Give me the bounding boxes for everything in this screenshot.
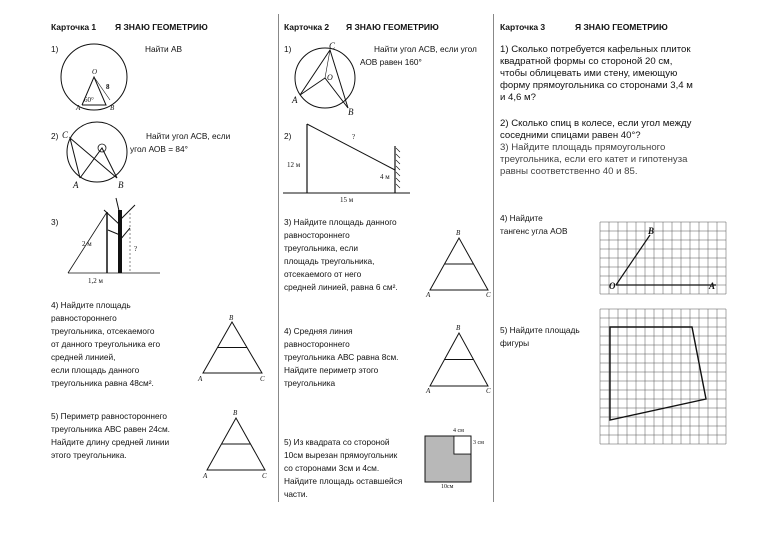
card1-task5-line-0: 5) Периметр равностороннего <box>51 411 168 421</box>
card1-task3-q: ? <box>134 245 138 253</box>
card2-header: Карточка 2 <box>284 22 330 32</box>
card2-task1-C: C <box>329 41 336 51</box>
card3-subtitle: Я ЗНАЮ ГЕОМЕТРИЮ <box>575 22 668 32</box>
card1-task1-side: 8 <box>106 83 110 91</box>
card1-task4-line-0: 4) Найдите площадь <box>51 300 131 310</box>
card3-task2-line-1: соседними спицами равен 40°? <box>500 130 641 141</box>
card1-task3-pole: 2 м <box>82 240 92 248</box>
card2-task5-bottom: 10см <box>441 484 454 490</box>
figure-shape <box>610 327 706 420</box>
card1-task1-A: A <box>76 104 81 112</box>
card2-task4-B: B <box>456 324 461 332</box>
card1-task5-A: A <box>203 472 208 480</box>
card2-task5-line-1: 10см вырезан прямоугольник <box>284 450 398 460</box>
card1-task4-line-5: если площадь данного <box>51 365 140 375</box>
card2-task2-h2: 4 м <box>380 173 390 181</box>
card1-task2-C: C <box>62 130 69 140</box>
card1-task4-line-4: средней линией, <box>51 352 116 362</box>
card1-header: Карточка 1 <box>51 22 97 32</box>
card3-task4-line-1: тангенс угла АОВ <box>500 226 568 236</box>
card3-task1-line-0: 1) Сколько потребуется кафельных плиток <box>500 44 691 55</box>
card3-task1-line-4: и 4,6 м? <box>500 92 536 103</box>
card1-task5-line-2: Найдите длину средней линии <box>51 437 170 447</box>
card1-task2-text2: угол АОВ = 84° <box>130 144 188 154</box>
card2-task5-line-4: части. <box>284 489 308 499</box>
card3-task1-line-3: форму прямоугольника со сторонами 3,4 м <box>500 80 693 91</box>
card2-task3-line-5: средней линией, равна 6 см². <box>284 282 398 292</box>
card2-task3-C: C <box>486 291 491 299</box>
card3-task3-line-2: равны соответственно 40 и 85. <box>500 166 638 177</box>
card2-task2-q: ? <box>352 133 356 141</box>
card1-task4-line-2: треугольника, отсекаемого <box>51 326 155 336</box>
card2-task3-line-3: площадь треугольника, <box>284 256 375 266</box>
card1-task2-text1: Найти угол АСВ, если <box>146 131 231 141</box>
card2-task5-line-2: со сторонами 3см и 4см. <box>284 463 380 473</box>
card2-task5-line-3: Найдите площадь оставшейся <box>284 476 403 486</box>
card1-subtitle: Я ЗНАЮ ГЕОМЕТРИЮ <box>115 22 208 32</box>
card3-task1-line-2: чтобы облицевать ими стену, имеющую <box>500 68 678 79</box>
card1-task4-B: B <box>229 314 234 322</box>
card1-task5-B: B <box>233 409 238 417</box>
card2-task3-A: A <box>426 291 431 299</box>
card3-task4-O: O <box>609 281 616 291</box>
card3-task4-B: B <box>648 226 655 236</box>
card1-task4-line-1: равностороннего <box>51 313 117 323</box>
card2-task4-line-2: треугольника АВС равна 8см. <box>284 352 399 362</box>
card1-task4-C: C <box>260 375 265 383</box>
card3-task4-line-0: 4) Найдите <box>500 213 543 223</box>
card2-task4-line-4: треугольника <box>284 378 336 388</box>
card2-task4-C: C <box>486 387 491 395</box>
card2-task3-B: B <box>456 229 461 237</box>
card2-subtitle: Я ЗНАЮ ГЕОМЕТРИЮ <box>346 22 439 32</box>
card1-task3-num: 3) <box>51 217 59 227</box>
card2-task1-O: O <box>327 73 333 82</box>
card2-task1-A: A <box>292 95 298 105</box>
card1-task2-num: 2) <box>51 131 59 141</box>
card3-header: Карточка 3 <box>500 22 546 32</box>
card2-task3-line-0: 3) Найдите площадь данного <box>284 217 397 227</box>
card2-task1-B: B <box>348 107 354 117</box>
card3-task1-line-1: квадратной формы со стороной 20 см, <box>500 56 673 67</box>
card3-task2-line-0: 2) Сколько спиц в колесе, если угол между <box>500 118 692 129</box>
card1-task1-num: 1) <box>51 44 59 54</box>
card1-task1-text: Найти АВ <box>145 44 183 54</box>
card1-task4-line-6: треугольника равна 48см². <box>51 378 154 388</box>
card2-task3-line-4: отсекаемого от него <box>284 269 362 279</box>
card2-task5-right: 3 см <box>473 440 484 446</box>
card2-task1-num: 1) <box>284 44 292 54</box>
card2-task3-line-2: треугольника, если <box>284 243 359 253</box>
card1-task2-B: B <box>118 180 124 190</box>
card2-task5-top: 4 см <box>453 428 464 434</box>
card1-task5-line-1: треугольника АВС равен 24см. <box>51 424 170 434</box>
card1-task4-line-3: от данного треугольника его <box>51 339 161 349</box>
card1-task4-A: A <box>198 375 203 383</box>
card3-task4-A: A <box>709 281 716 291</box>
card1-task3-shadow: 1,2 м <box>88 277 103 285</box>
card1-task1-O: O <box>92 68 98 76</box>
card1-task5-line-3: этого треугольника. <box>51 450 127 460</box>
card2-task4-line-0: 4) Средняя линия <box>284 326 353 336</box>
card1-task5-C: C <box>262 472 267 480</box>
card1-task1-B: B <box>110 104 115 112</box>
card1-task1-angle: 60° <box>84 96 94 104</box>
card2-task1-text1: Найти угол АСВ, если угол <box>374 44 477 54</box>
card2-task5-line-0: 5) Из квадрата со стороной <box>284 437 390 447</box>
card2-task2-num: 2) <box>284 131 292 141</box>
card3-task3-line-1: треугольника, если его катет и гипотенуза <box>500 154 688 165</box>
card3-task5-line-1: фигуры <box>500 338 530 348</box>
card2-task4-line-1: равностороннего <box>284 339 350 349</box>
card2-task2-base: 15 м <box>340 196 354 204</box>
card2-task1-text2: АОВ равен 160° <box>360 57 422 67</box>
card3-task3-line-0: 3) Найдите площадь прямоугольного <box>500 142 666 153</box>
card3-task5-line-0: 5) Найдите площадь <box>500 325 580 335</box>
card2-task3-line-1: равностороннего <box>284 230 350 240</box>
card2-task4-line-3: Найдите периметр этого <box>284 365 379 375</box>
card1-task2-A: A <box>73 180 79 190</box>
card2-task4-A: A <box>426 387 431 395</box>
card2-task2-h1: 12 м <box>287 161 301 169</box>
